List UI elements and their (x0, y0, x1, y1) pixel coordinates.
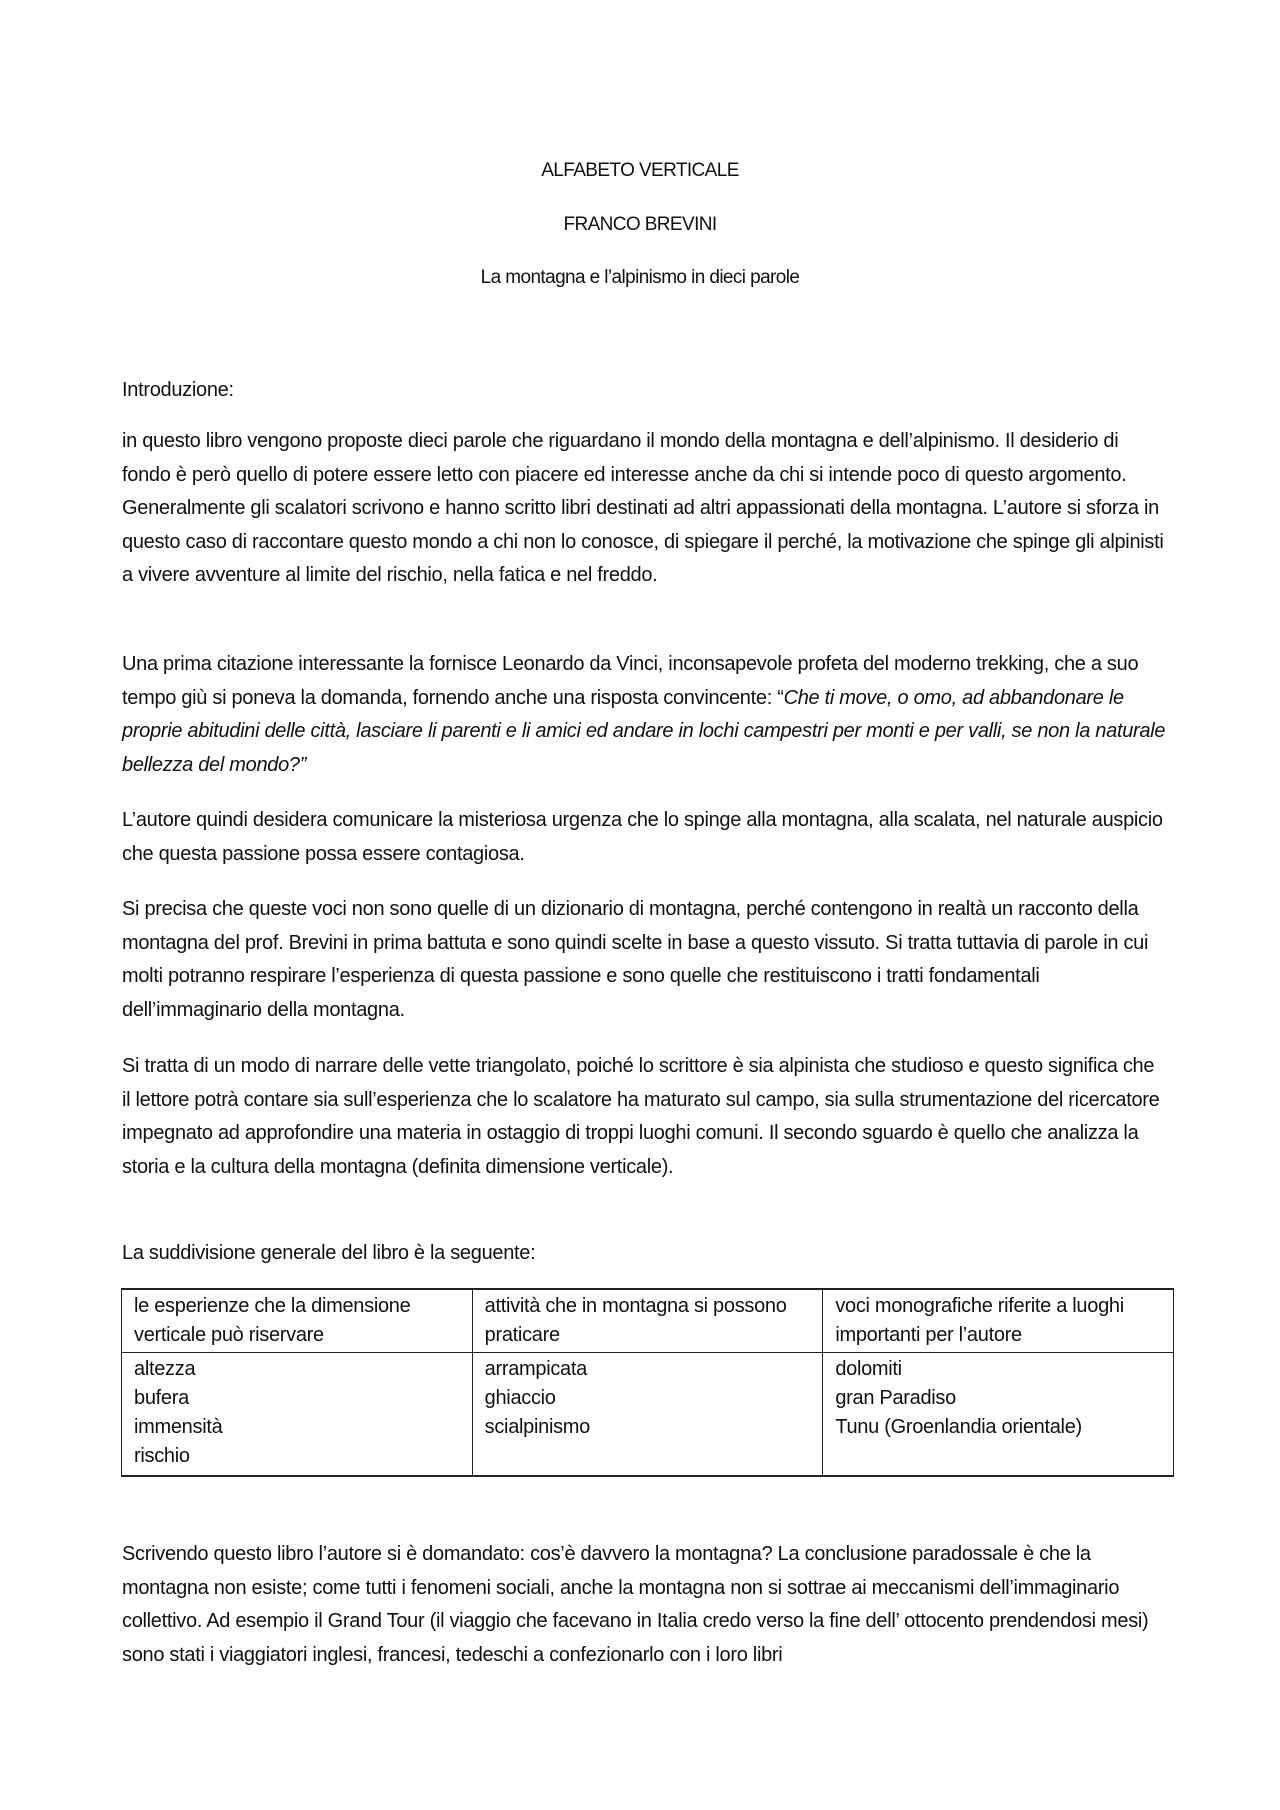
paragraph-1: in questo libro vengono proposte dieci parole che riguardano il mondo della montagna e dell’alpinismo. Il desiderio di fondo è però quello di potere essere letto con piacere ed interesse anche da chi si intende poco di questo argomento. Generalmente gli scalatori scrivono e hanno scritto libri destinati ad altri appassionati della montagna. L’autore si sforza in questo caso di raccontare questo mondo a chi non lo conosce, di spiegare il perché, la motivazione che spinge gli alpinisti a vivere avventure al limite del rischio, nella fatica e nel freddo. (122, 430, 1164, 586)
list-item: immensità (134, 1416, 223, 1438)
list-item: gran Paradiso (835, 1387, 956, 1409)
list-item: dolomiti (835, 1358, 902, 1380)
table-header-cell: voci monografiche riferite a luoghi importanti per l’autore (823, 1289, 1174, 1353)
paragraph-7: Scrivendo questo libro l’autore si è domandato: cos’è davvero la montagna? La conclusione paradossale è che la montagna non esiste; come tutti i fenomeni sociali, anche la montagna non si sottrae ai meccanismi dell’immaginario collettivo. Ad esempio il Grand Tour (il viaggio che facevano in Italia credo verso la fine dell’ ottocento prendendosi mesi) sono stati i viaggiatori inglesi, francesi, tedeschi a confezionarlo con i loro libri (122, 1543, 1149, 1666)
table-row (122, 1353, 1174, 1477)
list-item: altezza (134, 1358, 196, 1380)
paragraph-2-lead: Una prima citazione interessante la fornisce Leonardo da Vinci, inconsapevole profeta del moderno trekking, che a suo tempo giù si poneva la domanda, fornendo anche una risposta convincente: “ (122, 653, 1139, 709)
table-header-row (122, 1289, 1174, 1353)
book-title: ALFABETO VERTICALE (541, 160, 739, 181)
list-item: arrampicata (484, 1358, 587, 1380)
table-cell-places (823, 1353, 1174, 1477)
paragraph-3: L’autore quindi desidera comunicare la misteriosa urgenza che lo spinge alla montagna, alla scalata, nel naturale auspicio che questa passione possa essere contagiosa. (122, 809, 1163, 865)
book-structure-table (121, 1288, 1174, 1477)
paragraph-4: Si precisa che queste voci non sono quelle di un dizionario di montagna, perché contengono in realtà un racconto della montagna del prof. Brevini in prima battuta e sono quindi scelte in base a questo vissuto. Si tratta tuttavia di parole in cui molti potranno respirare l’esperienza di questa passione e sono quelle che restituiscono i tratti fondamentali dell’immaginario della montagna. (122, 898, 1149, 1021)
book-subtitle: La montagna e l’alpinismo in dieci parole (480, 267, 800, 288)
author-name: FRANCO BREVINI (563, 214, 717, 235)
paragraph-6: La suddivisione generale del libro è la seguente: (122, 1242, 536, 1264)
list-item: bufera (134, 1387, 189, 1409)
list-item: ghiaccio (484, 1387, 556, 1409)
table-header-cell: attività che in montagna si possono praticare (472, 1289, 823, 1353)
paragraph-2 (122, 648, 1167, 782)
leonardo-quote: Che ti move, o omo, ad abbandonare le proprie abitudini delle città, lasciare li parenti e li amici ed andare in lochi campestri per monti e per valli, se non la naturale bellezza del mondo?” (122, 686, 1166, 776)
table-cell-activities (472, 1353, 823, 1477)
paragraph-5: Si tratta di un modo di narrare delle vette triangolato, poiché lo scrittore è sia alpinista che studioso e questo significa che il lettore potrà contare sia sull’esperienza che lo scalatore ha maturato sul campo, sia sulla strumentazione del ricercatore impegnato ad approfondire una materia in ostaggio di troppi luoghi comuni. Il secondo sguardo è quello che analizza la storia e la cultura della montagna (definita dimensione verticale). (122, 1055, 1160, 1178)
list-item: Tunu (Groenlandia orientale) (835, 1416, 1082, 1438)
table-cell-experiences (122, 1353, 473, 1477)
table-header-cell: le esperienze che la dimensione verticale può riservare (122, 1289, 473, 1353)
list-item: rischio (134, 1445, 190, 1467)
section-heading: Introduzione: (122, 379, 234, 401)
list-item: scialpinismo (484, 1416, 590, 1438)
